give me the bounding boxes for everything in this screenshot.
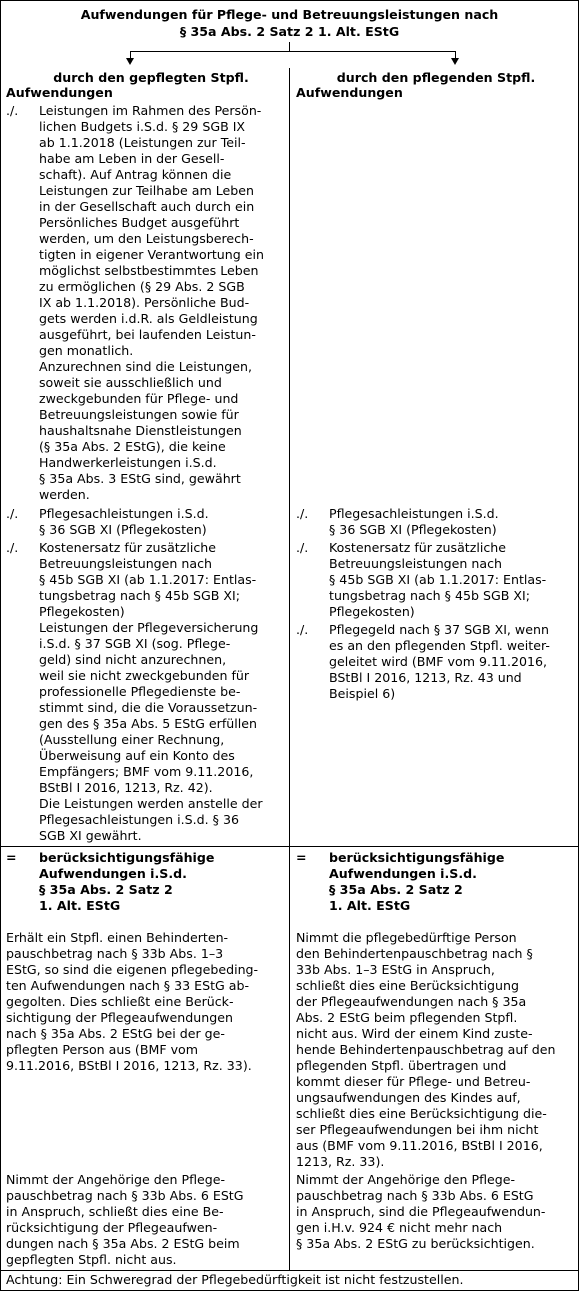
item-text: Kostenersatz für zusätzliche Betreuungsleistungen nach § 45b SGB XI (ab 1.1.2017: Entlas- tungsbetrag nach § 45b SGB XI; Pflegekosten) [329, 540, 547, 619]
right-header-subtitle: Aufwendungen [296, 85, 403, 100]
left-header-subtitle: Aufwendungen [6, 85, 113, 100]
right-header-title: durch den pflegenden Stpfl. [336, 70, 536, 85]
left-paragraph-behindertenpauschbetrag: Erhält ein Stpfl. einen Behinderten- pauschbetrag nach § 33b Abs. 1–3 EStG, so sind die eigenen pflegebeding- ten Aufwendungen nach § 33 EStG ab- gegolten. Dies schließt eine Berück- sichtigung der Pflegeaufwendungen nach § 35a Abs. 2 EStG bei der ge- pflegten Person aus (BMF vom 9.11.2016, BStBl I 2016, 1213, Rz. 33). [6, 930, 259, 1073]
right-paragraph-behindertenpauschbetrag: Nimmt die pflegebedürftige Person den Behindertenpauschbetrag nach § 33b Abs. 1–3 EStG in Anspruch, schließt dies eine Berücksichtigung der Pflegeaufwendungen nach § 35a Abs. 2 EStG beim pflegenden Stpfl. nicht aus. Wird der einem Kind zuste- hende Behindertenpauschbetrag auf den pflegenden Stpfl. übertragen und kommt dieser für Pflege- und Betreu- ungsaufwendungen des Kindes auf, schließt dies eine Berücksichtigung die- ser Pflegeaufwendungen bei ihm nicht aus (BMF vom 9.11.2016, BStBl I 2016, 1213, Rz. 33). [296, 930, 556, 1169]
right-column-header [296, 70, 576, 100]
minus-marker: ./. [6, 506, 19, 521]
left-header-title: durch den gepflegten Stpfl. [53, 70, 249, 85]
left-paragraph-pflegepauschbetrag: Nimmt der Angehörige den Pflege- pauschbetrag nach § 33b Abs. 6 EStG in Anspruch, schließt dies eine Be- rücksichtigung der Pflegeaufwen- dungen nach § 35a Abs. 2 EStG beim gepflegten Stpfl. nicht aus. [6, 1172, 244, 1267]
minus-marker: ./. [6, 540, 19, 555]
item-text: Leistungen im Rahmen des Persön- lichen Budgets i.S.d. § 29 SGB IX ab 1.1.2018 (Leistungen zur Teil- habe am Leben in der Gesell- schaft). Auf Antrag können die Leistungen zur Teilhabe am Leben in der Gesellschaft auch durch ein Persönliches Budget ausgeführt werden, um den Leistungsberech- tigten in eigener Verantwortung ein möglichst selbstbestimmtes Leben zu ermöglichen (§ 29 Abs. 2 SGB IX ab 1.1.2018). Persönliche Bud- gets werden i.d.R. als Geldleistung ausgeführt, bei laufenden Leistun- gen monatlich. Anzurechnen sind die Leistungen, soweit sie ausschließlich und zweckgebunden für Pflege- und Betreuungsleistungen sowie für haushaltsnahe Dienstleistungen (§ 35a Abs. 2 EStG), die keine Handwerkerleistungen i.S.d. § 35a Abs. 3 EStG sind, gewährt werden. [39, 103, 264, 502]
result-text: berücksichtigungsfähige Aufwendungen i.S.d. § 35a Abs. 2 Satz 2 1. Alt. EStG [39, 850, 215, 913]
arrow-down-left-icon [126, 58, 134, 65]
equals-marker: = [6, 850, 17, 865]
minus-marker: ./. [6, 103, 19, 118]
minus-marker: ./. [296, 506, 309, 521]
footer-separator [0, 1270, 579, 1271]
column-divider [289, 68, 290, 1271]
item-text: Pflegesachleistungen i.S.d. § 36 SGB XI (Pflegekosten) [329, 506, 499, 537]
equals-marker: = [296, 850, 307, 865]
title-line-2: § 35a Abs. 2 Satz 2 1. Alt. EStG [179, 24, 400, 39]
item-text: Pflegegeld nach § 37 SGB XI, wenn es an den pflegenden Stpfl. weiter- geleitet wird (BMF vom 9.11.2016, BStBl I 2016, 1213, Rz. 43 und Beispiel 6) [329, 622, 550, 701]
connector-bar [130, 51, 456, 52]
right-paragraph-pflegepauschbetrag: Nimmt der Angehörige den Pflege- pauschbetrag nach § 33b Abs. 6 EStG in Anspruch, sind die Pflegeaufwendun- gen i.H.v. 924 € nicht mehr nach § 35a Abs. 2 EStG zu berücksichtigen. [296, 1172, 546, 1251]
result-text: berücksichtigungsfähige Aufwendungen i.S.d. § 35a Abs. 2 Satz 2 1. Alt. EStG [329, 850, 505, 913]
arrow-down-right-icon [451, 58, 459, 65]
minus-marker: ./. [296, 622, 309, 637]
result-row-separator [0, 846, 579, 847]
minus-marker: ./. [296, 540, 309, 555]
footer-note: Achtung: Ein Schweregrad der Pflegebedürftigkeit ist nicht festzustellen. [6, 1272, 464, 1287]
title-line-1: Aufwendungen für Pflege- und Betreuungsleistungen nach [80, 7, 499, 22]
left-column-header [6, 70, 286, 100]
item-text: Pflegesachleistungen i.S.d. § 36 SGB XI (Pflegekosten) [39, 506, 209, 537]
item-text: Kostenersatz für zusätzliche Betreuungsleistungen nach § 45b SGB XI (ab 1.1.2017: Entlas- tungsbetrag nach § 45b SGB XI; Pflegekosten) Leistungen der Pflegeversicherung i.S.d. § 37 SGB XI (sog. Pflege- geld) sind nicht anzurechnen, weil sie nicht zweckgebunden für professionelle Pflegedienste be- stimmt sind, die die Voraussetzun- gen des § 35a Abs. 5 EStG erfüllen (Ausstellung einer Rechnung, Überweisung auf ein Konto des Empfängers; BMF vom 9.11.2016, BStBl I 2016, 1213, Rz. 42). Die Leistungen werden anstelle der Pflegesachleistungen i.S.d. § 36 SGB XI gewährt. [39, 540, 263, 843]
table-title [0, 6, 579, 40]
